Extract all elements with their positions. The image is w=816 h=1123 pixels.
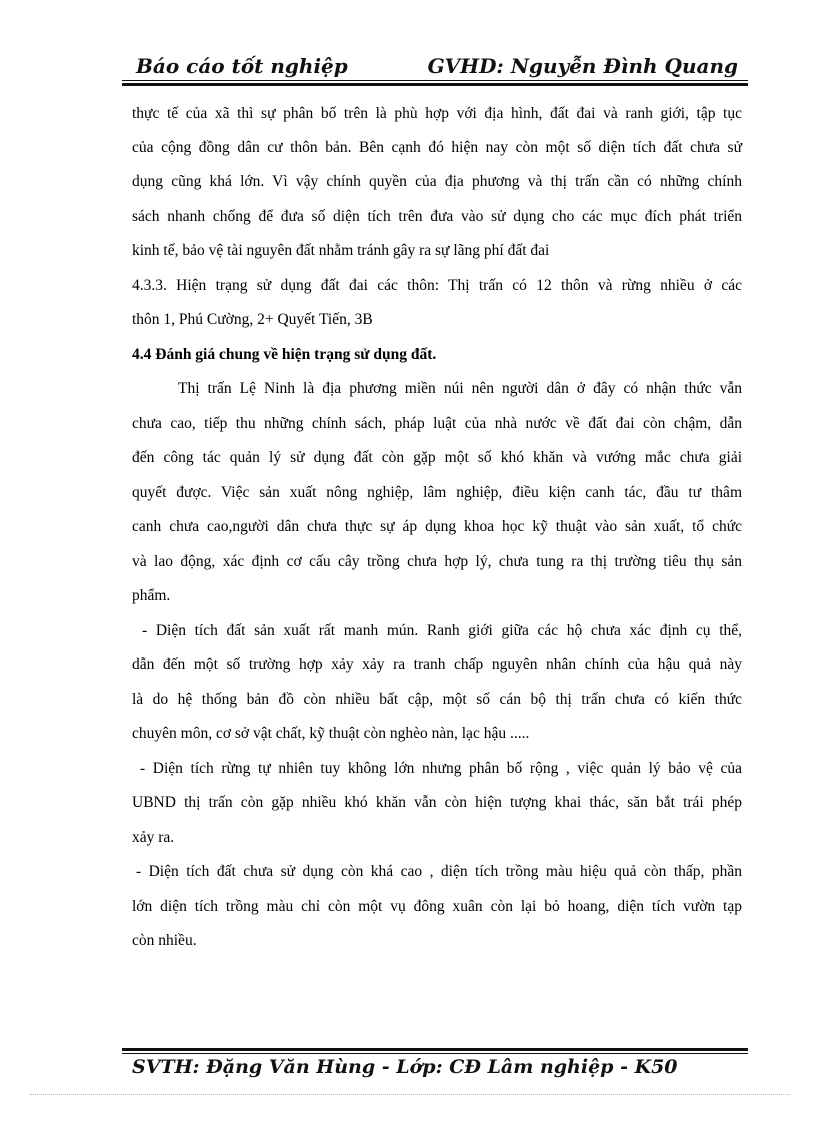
text-line: sách nhanh chống để đưa số diện tích trên đưa vào sử dụng cho các mục đích phát triển <box>132 208 742 225</box>
text-line: Thị trấn Lệ Ninh là địa phương miền núi nên người dân ở đây có nhận thức vẫn <box>178 380 742 397</box>
header-supervisor: GVHD: Nguyễn Đình Quang <box>427 54 738 78</box>
text-line: thôn 1, Phú Cường, 2+ Quyết Tiến, 3B <box>132 311 373 328</box>
header-report-title: Báo cáo tốt nghiệp <box>136 54 348 78</box>
footer-rule-thick <box>122 1048 748 1051</box>
text-line: quyết được. Việc sản xuất nông nghiệp, lâm nghiệp, điều kiện canh tác, đầu tư thâm <box>132 484 742 501</box>
text-line: phẩm. <box>132 587 171 604</box>
page-bottom-divider <box>30 1094 790 1095</box>
text-line: dụng cũng khá lớn. Vì vậy chính quyền của địa phương và thị trấn cần có những chính <box>132 173 742 190</box>
text-line: của cộng đồng dân cư thôn bản. Bên cạnh đó hiện nay còn một số diện tích đất chưa sử <box>132 139 742 156</box>
text-line: xảy ra. <box>132 829 175 846</box>
text-line: dẫn đến một số trường hợp xảy xảy ra tranh chấp nguyên nhân chính của hậu quả này <box>132 656 742 673</box>
text-line: lớn diện tích trồng màu chỉ còn một vụ đông xuân còn lại bỏ hoang, diện tích vườn tạp <box>132 898 742 915</box>
text-line: - Diện tích đất chưa sử dụng còn khá cao , diện tích trồng màu hiệu quả còn thấp, phần <box>136 863 742 880</box>
text-line: canh chưa cao,người dân chưa thực sự áp dụng khoa học kỹ thuật vào sản xuất, tổ chức <box>132 518 742 535</box>
text-line: và lao động, xác định cơ cấu cây trồng chưa hợp lý, chưa tung ra thị trường tiêu thụ sản <box>132 553 742 570</box>
text-line: chuyên môn, cơ sở vật chất, kỹ thuật còn nghèo nàn, lạc hậu ..... <box>132 725 530 742</box>
header-rule-thick <box>122 83 748 86</box>
text-line: còn nhiều. <box>132 932 197 949</box>
footer-student-info: SVTH: Đặng Văn Hùng - Lớp: CĐ Lâm nghiệp - K50 <box>132 1056 678 1078</box>
text-line: UBND thị trấn còn gặp nhiều khó khăn vẫn còn hiện tượng khai thác, săn bắt trái phép <box>132 794 742 811</box>
text-line: kinh tế, bảo vệ tài nguyên đất nhằm tránh gây ra sự lãng phí đất đai <box>132 242 550 259</box>
text-line: - Diện tích đất sản xuất rất manh mún. Ranh giới giữa các hộ chưa xác định cụ thể, <box>142 622 742 639</box>
text-line: là do hệ thống bản đồ còn nhiều bất cập, một số cán bộ thị trấn chưa có kiến thức <box>132 691 742 708</box>
text-line: - Diện tích rừng tự nhiên tuy không lớn nhưng phân bố rộng , việc quản lý bảo vệ của <box>140 760 742 777</box>
text-line: chưa cao, tiếp thu những chính sách, pháp luật của nhà nước về đất đai còn chậm, dẫn <box>132 415 742 432</box>
text-line: thực tế của xã thì sự phân bố trên là phù hợp với địa hình, đất đai và ranh giới, tập tục <box>132 105 742 122</box>
section-heading: 4.4 Đánh giá chung về hiện trạng sử dụng đất. <box>132 346 437 363</box>
text-line: đến công tác quản lý sử dụng đất còn gặp một số khó khăn và vướng mắc chưa giải <box>132 449 742 466</box>
header-rule-thin <box>122 80 748 81</box>
page-header <box>122 48 748 90</box>
text-line: 4.3.3. Hiện trạng sử dụng đất đai các thôn: Thị trấn có 12 thôn và rừng nhiều ở các <box>132 277 742 294</box>
page-footer <box>122 1044 748 1084</box>
footer-rule-thin <box>122 1053 748 1054</box>
